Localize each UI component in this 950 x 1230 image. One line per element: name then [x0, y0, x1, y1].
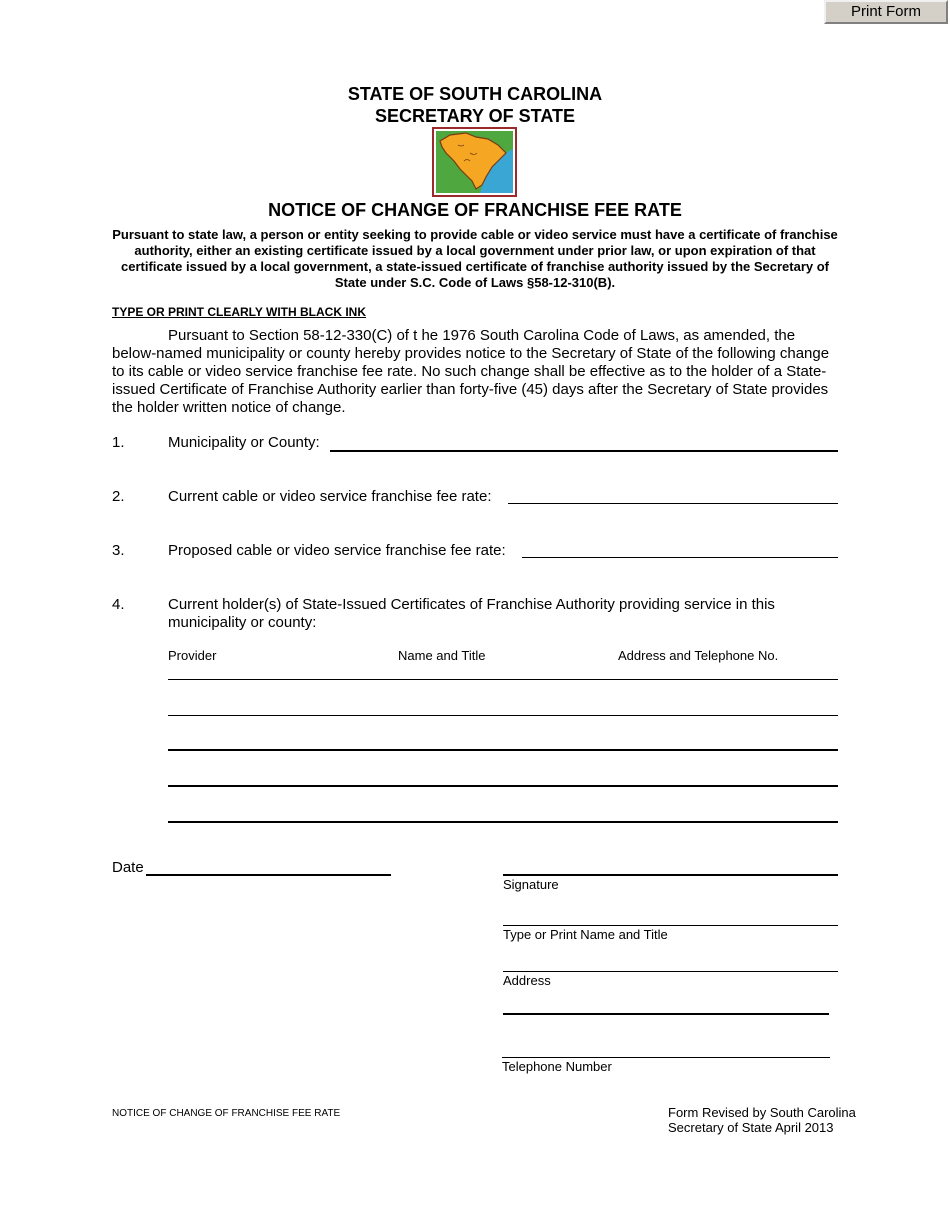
- intro-text: Pursuant to state law, a person or entity seeking to provide cable or video service must have a certificate of franchise authority, either an existing certificate issued by a local government under prior law, or upon expiration of that certificate issued by a local government, a state-issued certificate of franchise authority issued by the Secretary of State under S.C. Code of Laws §58-12-310(B).: [112, 227, 838, 290]
- current-rate-input[interactable]: [508, 503, 838, 504]
- footer-form-name: NOTICE OF CHANGE OF FRANCHISE FEE RATE: [112, 1108, 341, 1119]
- date-label: Date: [112, 859, 144, 876]
- office-heading: SECRETARY OF STATE: [374, 106, 575, 126]
- item-2-number: 2.: [112, 488, 125, 505]
- address-input-2[interactable]: [503, 1013, 829, 1015]
- signature-label: Signature: [503, 877, 559, 892]
- municipality-input[interactable]: [330, 450, 838, 452]
- col-address-phone: Address and Telephone No.: [618, 648, 779, 663]
- telephone-label: Telephone Number: [502, 1059, 612, 1074]
- name-title-input[interactable]: [503, 925, 838, 926]
- print-form-button[interactable]: Print Form: [824, 0, 948, 24]
- item-3-number: 3.: [112, 542, 125, 559]
- notice-paragraph-text: Pursuant to Section 58-12-330(C) of t he 1976 South Carolina Code of Laws, as amended, the below-named municipality or county hereby provides notice to the Secretary of State of the following change to its cable or video service franchise fee rate. No such change shall be effective as to the holder of a State-issued Certificate of Franchise Authority earlier than forty-five (45) days after the Secretary of State provides the holder written notice of change.: [112, 327, 830, 416]
- address-label: Address: [503, 973, 551, 988]
- footer-revised-line1: Form Revised by South Carolina: [668, 1105, 856, 1120]
- holder-row-1-input[interactable]: [168, 679, 838, 680]
- signature-input[interactable]: [503, 874, 838, 876]
- proposed-rate-input[interactable]: [522, 557, 838, 558]
- holder-row-5-input[interactable]: [168, 821, 838, 823]
- state-heading: STATE OF SOUTH CAROLINA: [347, 84, 603, 104]
- col-provider: Provider: [168, 648, 217, 663]
- ink-instruction: TYPE OR PRINT CLEARLY WITH BLACK INK: [112, 305, 367, 319]
- name-title-label: Type or Print Name and Title: [503, 927, 668, 942]
- item-2-label: Current cable or video service franchise fee rate:: [168, 488, 492, 505]
- telephone-input[interactable]: [502, 1057, 830, 1058]
- holder-row-4-input[interactable]: [168, 785, 838, 787]
- holder-row-3-input[interactable]: [168, 749, 838, 751]
- date-input[interactable]: [146, 874, 391, 876]
- address-input-1[interactable]: [503, 971, 838, 972]
- item-4-number: 4.: [112, 596, 125, 613]
- item-1-number: 1.: [112, 434, 125, 451]
- item-3-label: Proposed cable or video service franchise fee rate:: [168, 542, 506, 559]
- form-title: NOTICE OF CHANGE OF FRANCHISE FEE RATE: [268, 200, 682, 220]
- state-seal-logo: [432, 127, 517, 197]
- col-name-title: Name and Title: [398, 648, 486, 663]
- item-1-label: Municipality or County:: [168, 434, 320, 451]
- south-carolina-map-icon: [436, 131, 513, 193]
- item-4-label: Current holder(s) of State-Issued Certificates of Franchise Authority providing service in this municipality or county:: [168, 596, 775, 631]
- footer-revised-line2: Secretary of State April 2013: [668, 1120, 834, 1135]
- holder-row-2-input[interactable]: [168, 715, 838, 716]
- notice-paragraph: [112, 327, 842, 417]
